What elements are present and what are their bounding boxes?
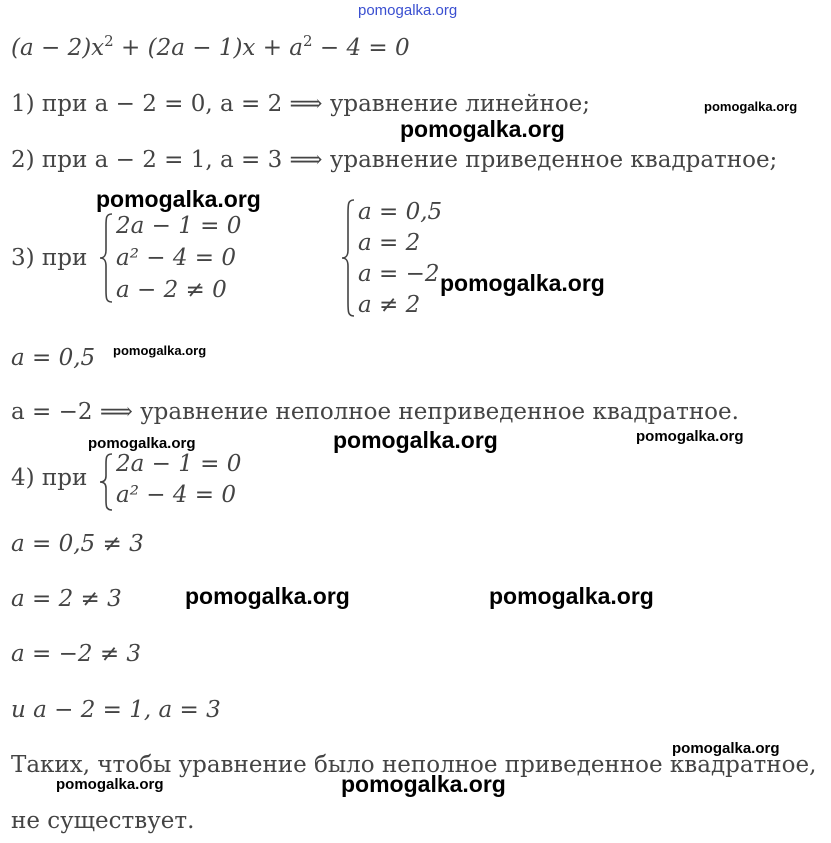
- a-half-line: a = 0,5: [11, 345, 96, 371]
- watermark: pomogalka.org: [333, 427, 498, 453]
- conclusion-line-1: Таких, чтобы уравнение было неполное приведенное квадратное,: [11, 752, 817, 778]
- system-line: 2a − 1 = 0: [116, 451, 242, 477]
- watermark: pomogalka.org: [56, 776, 164, 793]
- case-2-line: 2) при a − 2 = 1, a = 3 ⟹ уравнение приведенное квадратное;: [11, 147, 778, 173]
- result-line: a = 0,5 ≠ 3: [11, 531, 144, 557]
- watermark: pomogalka.org: [440, 270, 605, 296]
- system-line: a² − 4 = 0: [116, 245, 236, 271]
- left-brace: [98, 452, 114, 512]
- result-line: a = −2: [358, 261, 440, 287]
- system-line: a² − 4 = 0: [116, 482, 236, 508]
- watermark: pomogalka.org: [489, 583, 654, 609]
- result-line: a ≠ 2: [358, 292, 421, 318]
- case-1-line: 1) при a − 2 = 0, a = 2 ⟹ уравнение линейное;: [11, 91, 591, 117]
- a-minus-two-line: a = −2 ⟹ уравнение неполное неприведенное квадратное.: [11, 399, 739, 425]
- system-line: 2a − 1 = 0: [116, 213, 242, 239]
- watermark-top: pomogalka.org: [358, 2, 458, 19]
- watermark: pomogalka.org: [185, 583, 350, 609]
- result-line: a = −2 ≠ 3: [11, 641, 142, 667]
- watermark: pomogalka.org: [400, 116, 565, 142]
- conclusion-line-2: не существует.: [11, 808, 195, 834]
- watermark: pomogalka.org: [704, 99, 798, 114]
- watermark: pomogalka.org: [636, 428, 744, 445]
- left-brace: [340, 198, 356, 318]
- result-line: и a − 2 = 1, a = 3: [11, 697, 221, 723]
- result-line: a = 2 ≠ 3: [11, 586, 122, 612]
- case-4-label: 4) при: [11, 465, 88, 491]
- watermark: pomogalka.org: [88, 435, 196, 452]
- case-3-label: 3) при: [11, 245, 88, 271]
- left-brace: [98, 212, 114, 304]
- watermark: pomogalka.org: [341, 771, 506, 797]
- watermark: pomogalka.org: [672, 740, 780, 757]
- system-line: a − 2 ≠ 0: [116, 277, 227, 303]
- result-line: a = 0,5: [358, 199, 443, 225]
- main-equation: $(a - 2)x^2 + (2a - 1)x + a^2 - 4 = 0$: [11, 32, 410, 61]
- watermark: pomogalka.org: [96, 186, 261, 212]
- watermark: pomogalka.org: [113, 343, 207, 358]
- result-line: a = 2: [358, 230, 421, 256]
